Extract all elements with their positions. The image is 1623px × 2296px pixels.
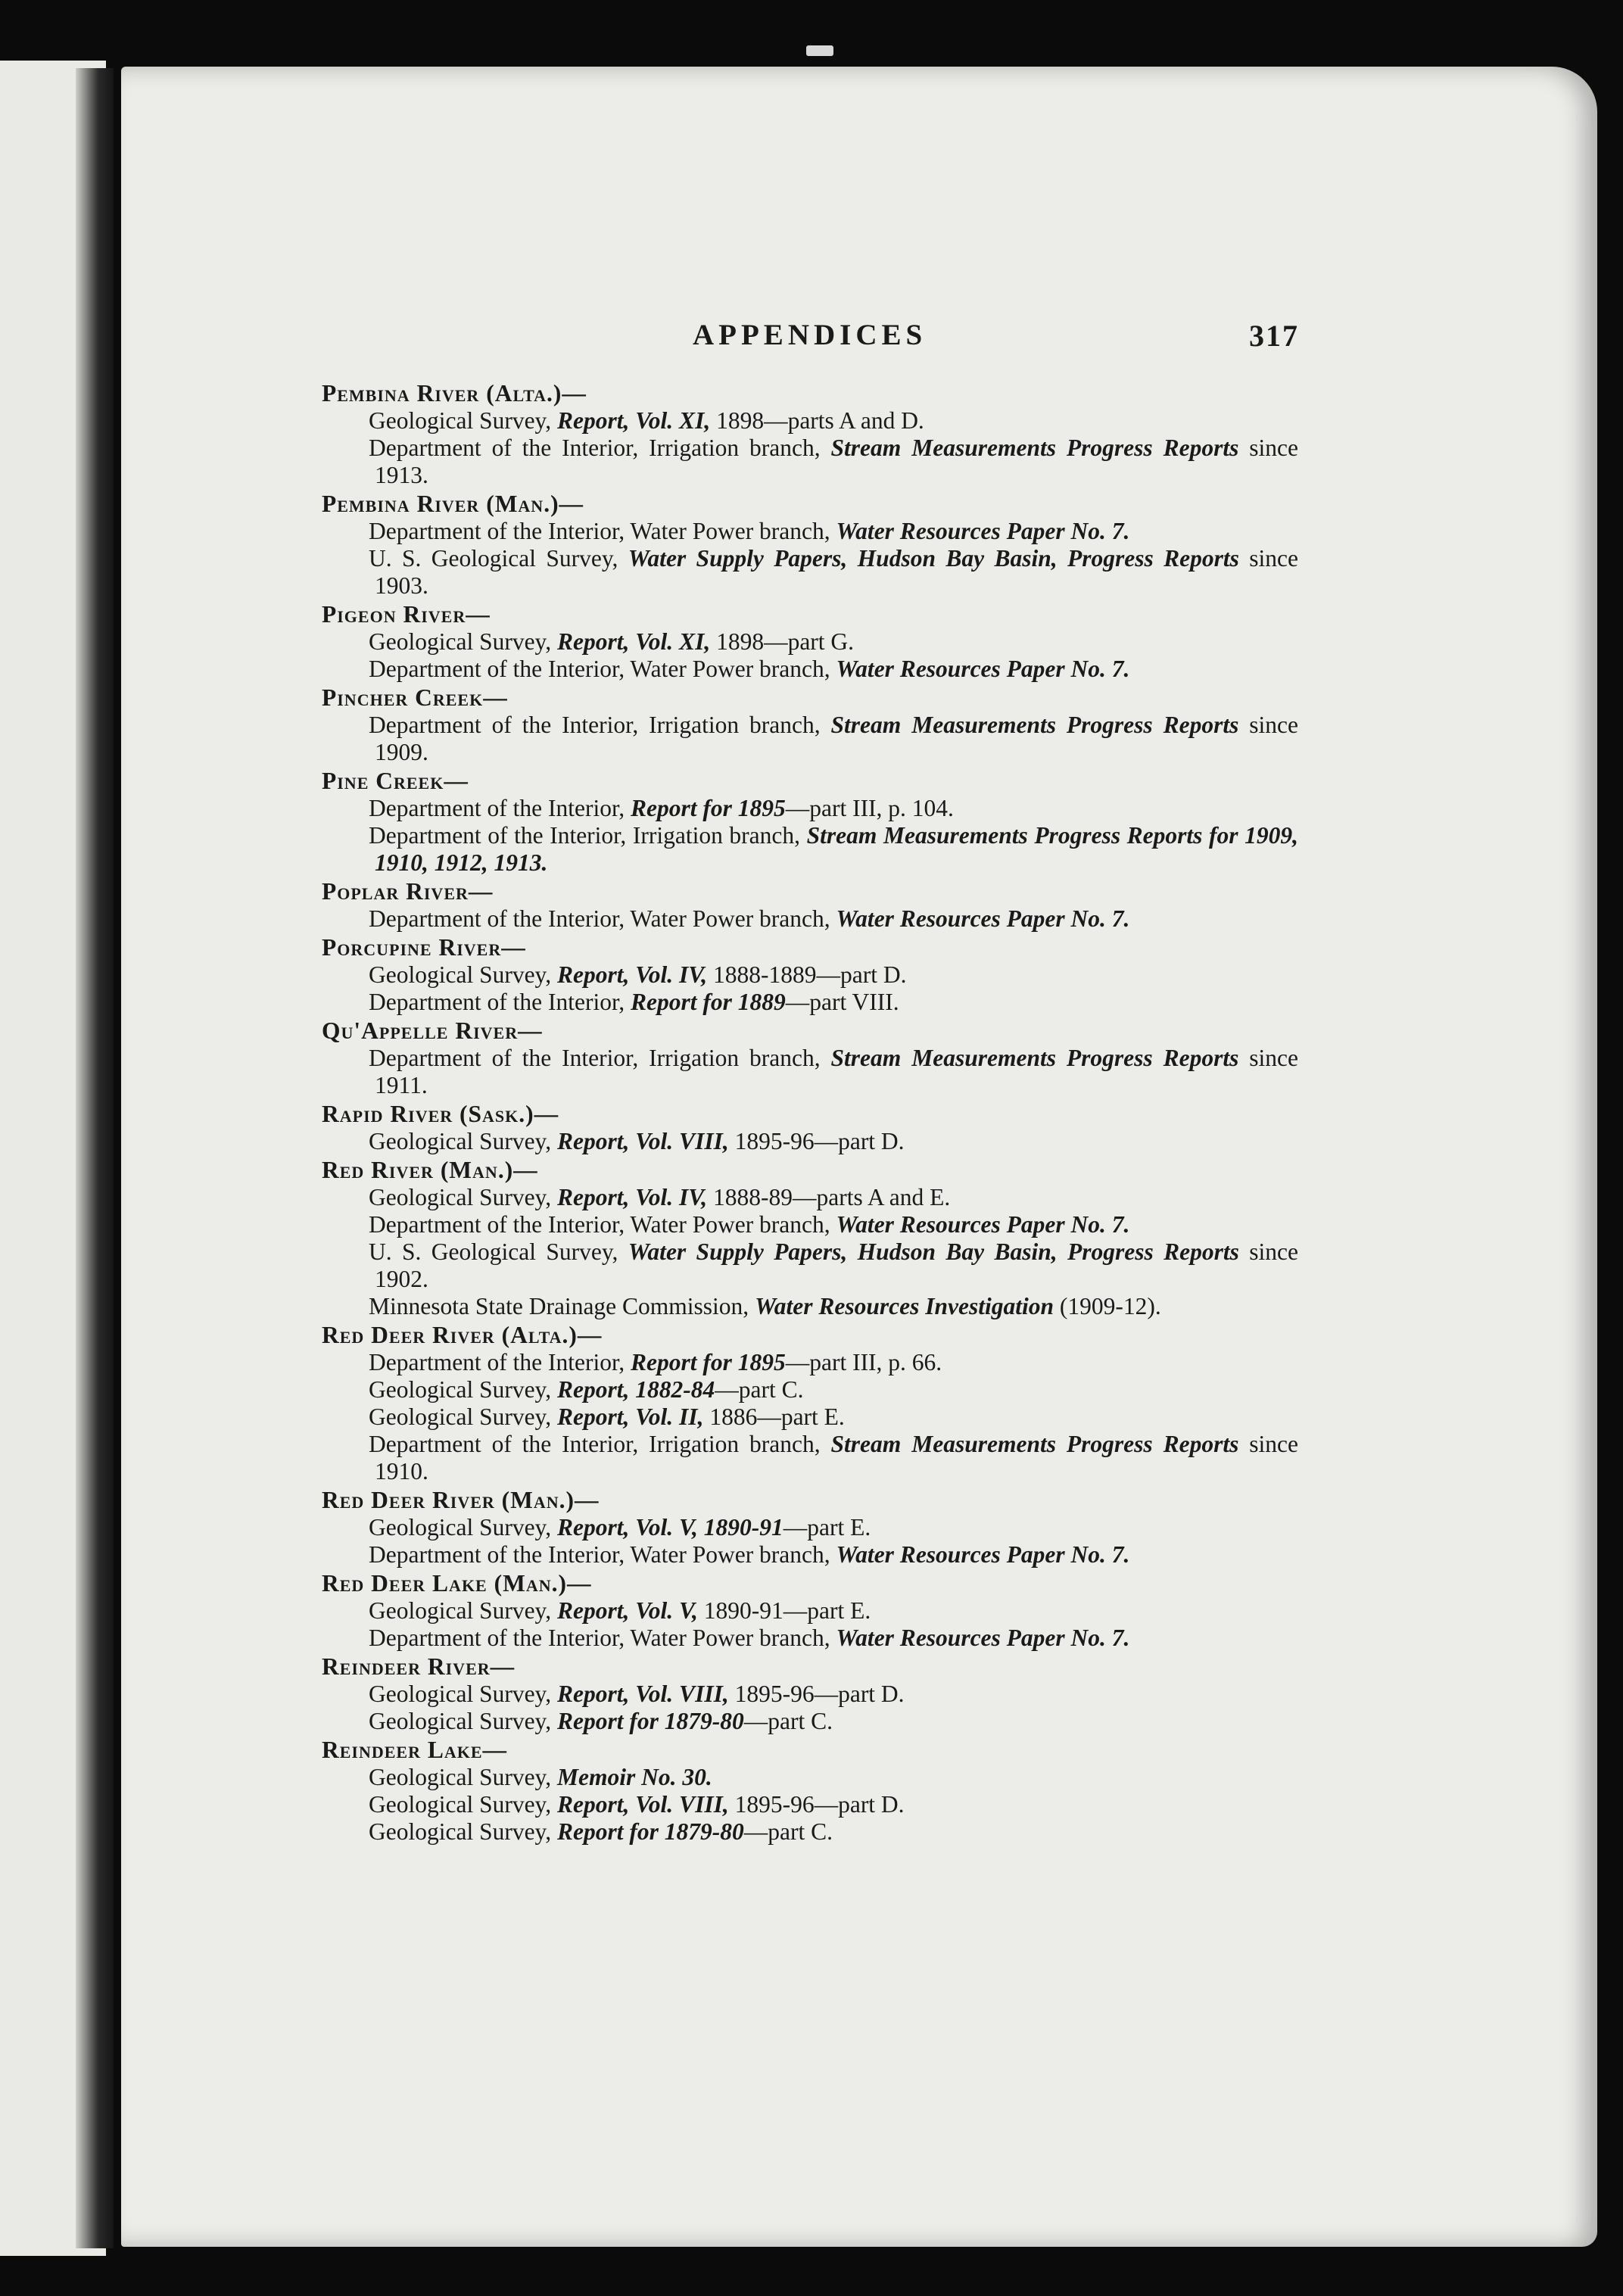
reference-detail: since 1902. xyxy=(375,1238,1298,1292)
reference-publisher: Geological Survey, xyxy=(369,961,558,988)
entry-reference xyxy=(322,1708,1298,1735)
entry-reference xyxy=(322,712,1298,766)
reference-publisher: Department of the Interior, Irrigation branch, xyxy=(369,435,831,461)
reference-publisher: Geological Survey, xyxy=(369,628,558,655)
entry-reference xyxy=(322,905,1298,933)
entry-reference xyxy=(322,435,1298,489)
reference-title: Report, Vol. IV, xyxy=(557,1184,708,1210)
entry-reference xyxy=(322,518,1298,545)
reference-detail: —part III, p. 104. xyxy=(785,795,954,821)
reference-title: Report, Vol. VIII, xyxy=(557,1681,729,1707)
appendix-entry xyxy=(322,491,1298,600)
reference-title: Stream Measurements Progress Reports xyxy=(830,1045,1239,1071)
reference-detail: (1909-12). xyxy=(1054,1293,1161,1319)
reference-title: Stream Measurements Progress Reports for 1909, 1910, 1912, 1913. xyxy=(375,822,1298,876)
entry-reference xyxy=(322,822,1298,877)
entry-reference xyxy=(322,628,1298,656)
entry-reference xyxy=(322,1764,1298,1791)
reference-publisher: Geological Survey, xyxy=(369,1764,558,1790)
reference-publisher: Department of the Interior, Irrigation branch, xyxy=(369,1045,831,1071)
reference-publisher: U. S. Geological Survey, xyxy=(369,545,628,572)
appendix-entry xyxy=(322,878,1298,933)
entry-heading: Red Deer River (Alta.)— xyxy=(322,1322,603,1348)
reference-title: Report, 1882-84 xyxy=(557,1376,715,1403)
reference-detail: 1888-1889—part D. xyxy=(707,961,907,988)
reference-publisher: Department of the Interior, Irrigation branch, xyxy=(369,712,831,738)
entry-heading: Reindeer River— xyxy=(322,1653,516,1680)
reference-publisher: Geological Survey, xyxy=(369,1818,558,1845)
reference-publisher: Department of the Interior, xyxy=(369,1349,631,1375)
reference-title: Water Resources Paper No. 7. xyxy=(836,1625,1130,1651)
entry-reference xyxy=(322,1818,1298,1846)
appendix-entry xyxy=(322,768,1298,877)
scan-mark xyxy=(806,45,833,56)
entry-reference xyxy=(322,545,1298,600)
entry-heading: Rapid River (Sask.)— xyxy=(322,1101,559,1127)
entry-heading: Poplar River— xyxy=(322,878,494,905)
reference-publisher: Department of the Interior, Irrigation branch, xyxy=(369,1431,831,1457)
reference-publisher: Department of the Interior, Irrigation branch, xyxy=(369,822,807,849)
reference-title: Report, Vol. V, xyxy=(557,1597,698,1624)
reference-publisher: Department of the Interior, Water Power branch, xyxy=(369,1625,836,1651)
appendix-entry xyxy=(322,684,1298,766)
reference-detail: —part III, p. 66. xyxy=(785,1349,942,1375)
reference-title: Report, Vol. XI, xyxy=(557,628,711,655)
reference-title: Stream Measurements Progress Reports xyxy=(830,435,1239,461)
reference-detail: —part E. xyxy=(783,1514,871,1541)
entry-reference xyxy=(322,1403,1298,1431)
reference-title: Water Resources Investigation xyxy=(755,1293,1054,1319)
appendix-entry xyxy=(322,1322,1298,1485)
entry-reference xyxy=(322,1238,1298,1293)
reference-title: Report for 1879-80 xyxy=(557,1708,744,1734)
reference-publisher: Geological Survey, xyxy=(369,1681,558,1707)
reference-publisher: Geological Survey, xyxy=(369,407,558,434)
reference-title: Report, Vol. V, 1890-91 xyxy=(557,1514,783,1541)
entry-heading: Porcupine River— xyxy=(322,934,526,961)
reference-publisher: Geological Survey, xyxy=(369,1403,558,1430)
entry-reference xyxy=(322,795,1298,822)
entry-heading: Qu'Appelle River— xyxy=(322,1017,543,1044)
entry-reference xyxy=(322,1211,1298,1238)
reference-title: Water Resources Paper No. 7. xyxy=(836,518,1130,544)
reference-publisher: Department of the Interior, Water Power branch, xyxy=(369,1541,836,1568)
reference-publisher: Department of the Interior, Water Power branch, xyxy=(369,656,836,682)
entry-heading: Pigeon River— xyxy=(322,601,491,628)
reference-publisher: Department of the Interior, Water Power branch, xyxy=(369,518,836,544)
appendix-entry xyxy=(322,1570,1298,1652)
reference-detail: —part C. xyxy=(715,1376,804,1403)
entry-reference xyxy=(322,1514,1298,1541)
reference-publisher: Department of the Interior, xyxy=(369,795,631,821)
appendix-entry xyxy=(322,601,1298,683)
reference-publisher: Geological Survey, xyxy=(369,1597,558,1624)
reference-title: Report for 1895 xyxy=(630,1349,786,1375)
entry-heading: Reindeer Lake— xyxy=(322,1737,508,1763)
reference-title: Water Supply Papers, Hudson Bay Basin, Progress Reports xyxy=(628,1238,1239,1265)
reference-publisher: Geological Survey, xyxy=(369,1791,558,1818)
entry-reference xyxy=(322,1625,1298,1652)
reference-title: Water Resources Paper No. 7. xyxy=(836,656,1130,682)
reference-detail: 1888-89—parts A and E. xyxy=(707,1184,951,1210)
appendix-entry xyxy=(322,1737,1298,1846)
reference-detail: since 1913. xyxy=(375,435,1298,488)
appendix-entry xyxy=(322,1487,1298,1569)
reference-title: Report for 1879-80 xyxy=(557,1818,744,1845)
entry-reference xyxy=(322,1293,1298,1320)
reference-publisher: Geological Survey, xyxy=(369,1514,558,1541)
reference-detail: —part C. xyxy=(743,1708,833,1734)
entry-heading: Red Deer River (Man.)— xyxy=(322,1487,600,1513)
reference-title: Report, Vol. VIII, xyxy=(557,1791,729,1818)
reference-publisher: Geological Survey, xyxy=(369,1128,558,1154)
entry-reference xyxy=(322,1184,1298,1211)
entry-reference xyxy=(322,1431,1298,1485)
reference-publisher: Department of the Interior, Water Power branch, xyxy=(369,905,836,932)
entry-reference xyxy=(322,1681,1298,1708)
reference-title: Report, Vol. IV, xyxy=(557,961,708,988)
reference-title: Report for 1895 xyxy=(630,795,786,821)
entry-reference xyxy=(322,961,1298,989)
appendix-entry xyxy=(322,1017,1298,1099)
reference-title: Report, Vol. II, xyxy=(557,1403,704,1430)
reference-detail: since 1909. xyxy=(375,712,1298,765)
entry-heading: Pincher Creek— xyxy=(322,684,508,711)
reference-detail: since 1903. xyxy=(375,545,1298,599)
reference-publisher: Geological Survey, xyxy=(369,1708,558,1734)
reference-title: Water Resources Paper No. 7. xyxy=(836,1211,1130,1238)
entry-heading: Pembina River (Alta.)— xyxy=(322,380,587,407)
appendix-entry xyxy=(322,934,1298,1016)
entry-reference xyxy=(322,1045,1298,1099)
entry-heading: Pine Creek— xyxy=(322,768,469,794)
entry-reference xyxy=(322,1128,1298,1155)
reference-detail: 1898—parts A and D. xyxy=(710,407,924,434)
page-number: 317 xyxy=(1249,319,1299,353)
entry-reference xyxy=(322,1791,1298,1818)
reference-detail: —part VIII. xyxy=(785,989,899,1015)
entry-heading: Pembina River (Man.)— xyxy=(322,491,584,517)
entry-reference xyxy=(322,989,1298,1016)
reference-publisher: Geological Survey, xyxy=(369,1184,558,1210)
reference-detail: —part C. xyxy=(743,1818,833,1845)
entry-reference xyxy=(322,1376,1298,1403)
reference-title: Stream Measurements Progress Reports xyxy=(830,1431,1239,1457)
reference-detail: 1895-96—part D. xyxy=(728,1128,905,1154)
appendix-entry xyxy=(322,380,1298,489)
book-gutter xyxy=(76,68,114,2248)
reference-publisher: U. S. Geological Survey, xyxy=(369,1238,628,1265)
entry-reference xyxy=(322,1541,1298,1569)
appendix-entries xyxy=(322,379,1298,1846)
running-head: APPENDICES xyxy=(693,319,927,351)
appendix-entry xyxy=(322,1101,1298,1155)
reference-detail: 1890-91—part E. xyxy=(697,1597,871,1624)
reference-detail: 1895-96—part D. xyxy=(728,1791,905,1818)
appendix-entry xyxy=(322,1157,1298,1320)
appendix-entry xyxy=(322,1653,1298,1735)
reference-title: Water Resources Paper No. 7. xyxy=(836,905,1130,932)
entry-reference xyxy=(322,407,1298,435)
reference-title: Water Resources Paper No. 7. xyxy=(836,1541,1130,1568)
reference-title: Report, Vol. XI, xyxy=(557,407,711,434)
reference-publisher: Geological Survey, xyxy=(369,1376,558,1403)
reference-title: Report, Vol. VIII, xyxy=(557,1128,729,1154)
entry-heading: Red River (Man.)— xyxy=(322,1157,538,1183)
reference-title: Water Supply Papers, Hudson Bay Basin, Progress Reports xyxy=(628,545,1239,572)
reference-detail: 1886—part E. xyxy=(703,1403,845,1430)
entry-reference xyxy=(322,1597,1298,1625)
reference-title: Stream Measurements Progress Reports xyxy=(830,712,1239,738)
entry-reference xyxy=(322,656,1298,683)
reference-publisher: Department of the Interior, Water Power branch, xyxy=(369,1211,836,1238)
reference-title: Report for 1889 xyxy=(630,989,786,1015)
reference-detail: since 1911. xyxy=(375,1045,1298,1098)
reference-detail: since 1910. xyxy=(375,1431,1298,1484)
reference-detail: 1895-96—part D. xyxy=(728,1681,905,1707)
reference-detail: 1898—part G. xyxy=(710,628,855,655)
entry-reference xyxy=(322,1349,1298,1376)
entry-heading: Red Deer Lake (Man.)— xyxy=(322,1570,592,1597)
reference-title: Memoir No. 30. xyxy=(557,1764,712,1790)
reference-publisher: Department of the Interior, xyxy=(369,989,631,1015)
reference-publisher: Minnesota State Drainage Commission, xyxy=(369,1293,755,1319)
